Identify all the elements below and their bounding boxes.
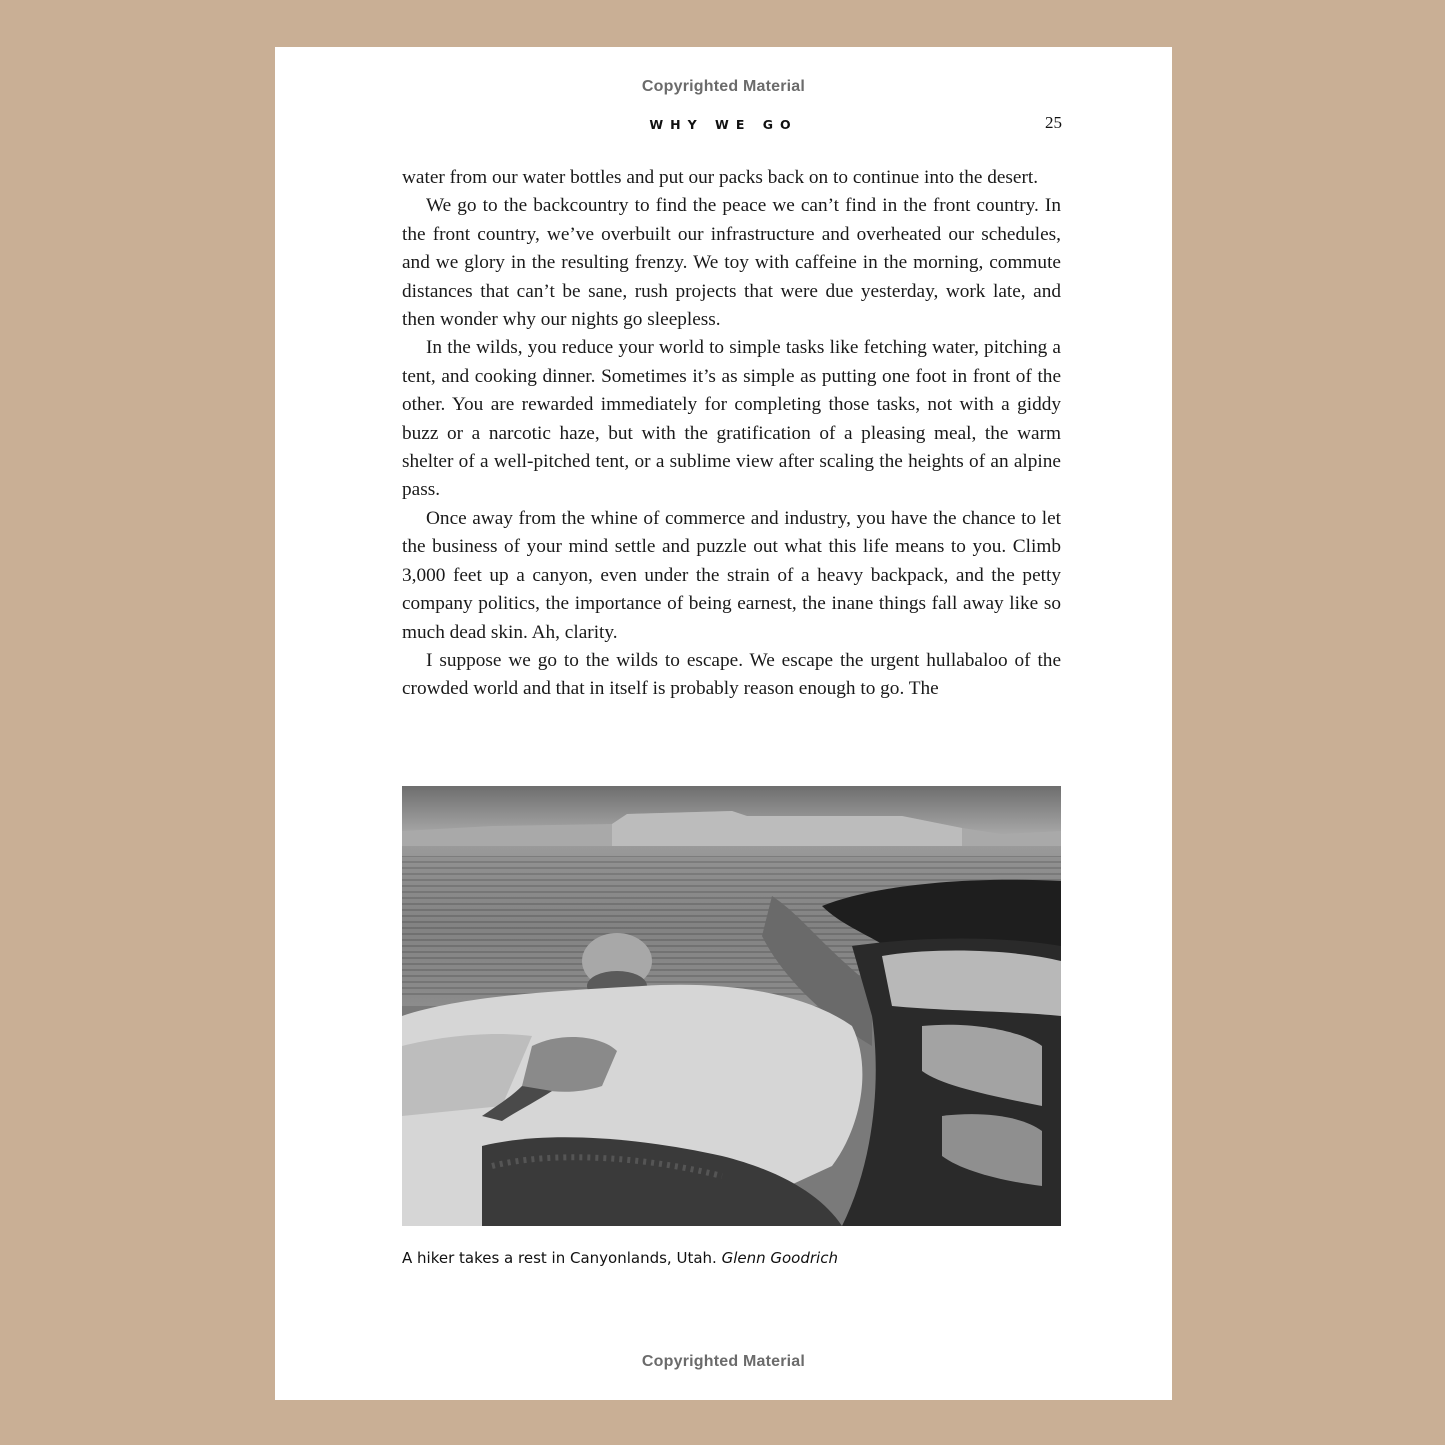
figure-caption bbox=[402, 1249, 838, 1267]
page-number: 25 bbox=[1045, 113, 1062, 132]
resting-hiker bbox=[522, 1037, 617, 1092]
paragraph: water from our water bottles and put our packs back on to continue into the desert. bbox=[402, 167, 1039, 188]
copyright-notice-bottom: Copyrighted Material bbox=[641, 1353, 806, 1370]
canyon-photo-illustration bbox=[402, 786, 1061, 1226]
body-text bbox=[402, 164, 1061, 704]
paragraph: In the wilds, you reduce your world to simple tasks like fetching water, pitching a tent, and cooking dinner. Sometimes it’s as simple as putting one foot in front of the other. You are rewarded immediately for completing those tasks, not with a giddy buzz or a narcotic haze, but with the gratification of a pleasing meal, the warm shelter of a well-pitched tent, or a sublime view after scaling the heights of an alpine pass. bbox=[402, 337, 1061, 501]
paragraph: I suppose we go to the wilds to escape. We escape the urgent hullabaloo of the crowded world and that in itself is probably reason enough to go. The bbox=[402, 649, 1061, 700]
paragraph: Once away from the whine of commerce and industry, you have the chance to let the business of your mind settle and puzzle out what this life means to you. Climb 3,000 feet up a canyon, even under the strain of a heavy backpack, and the petty company politics, the importance of being earnest, the inane things fall away like so much dead skin. Ah, clarity. bbox=[402, 507, 1061, 643]
book-page bbox=[275, 47, 1172, 1400]
running-head: WHY WE GO bbox=[649, 117, 798, 132]
canyon-photo bbox=[402, 786, 1061, 1226]
paragraph: We go to the backcountry to find the peace we can’t find in the front country. In the front country, we’ve overbuilt our infrastructure and overheated our schedules, and we glory in the resulting frenzy. We toy with caffeine in the morning, commute distances that can’t be sane, rush projects that were due yesterday, work late, and then wonder why our nights go sleepless. bbox=[402, 195, 1061, 331]
photo-credit: Glenn Goodrich bbox=[721, 1249, 838, 1267]
copyright-notice-top: Copyrighted Material bbox=[641, 78, 806, 95]
caption-text: A hiker takes a rest in Canyonlands, Utah. bbox=[402, 1249, 717, 1267]
